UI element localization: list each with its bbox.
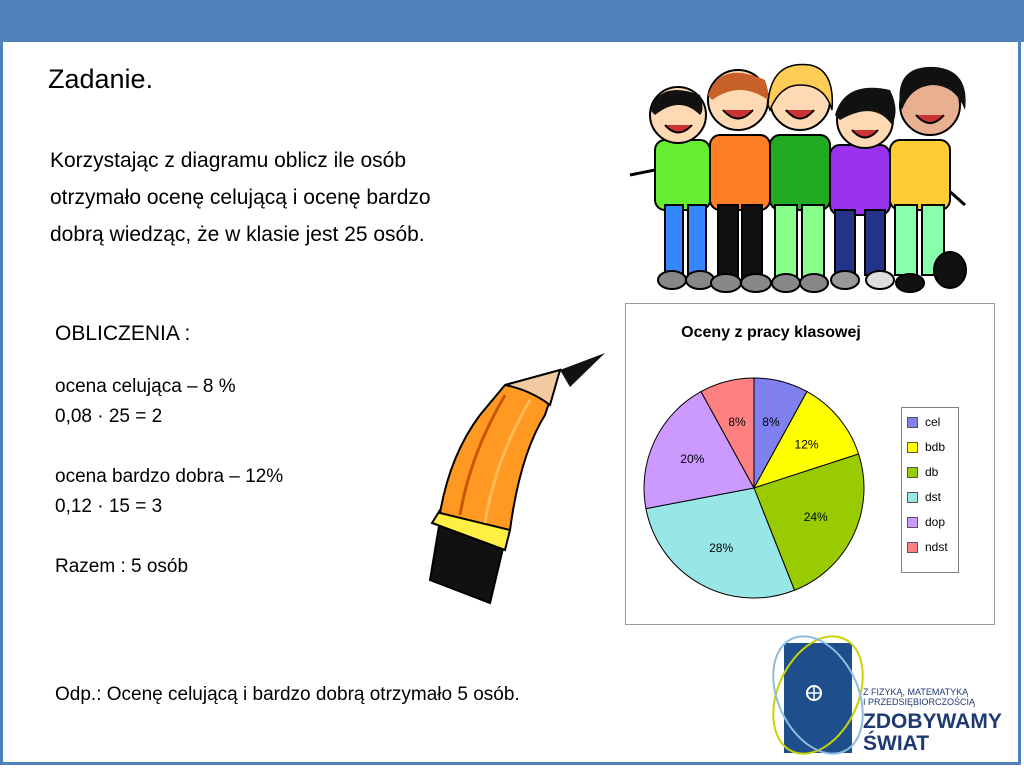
legend-item-cel — [902, 411, 958, 433]
legend-item-dop — [902, 511, 958, 533]
legend-label: bdb — [925, 440, 946, 454]
logo-subtitle-1: Z FIZYKĄ, MATEMATYKĄ — [863, 687, 969, 697]
children-illustration — [620, 55, 990, 300]
data-label-dst: 28% — [709, 540, 734, 555]
legend-label: cel — [925, 415, 941, 429]
logo-title-1: ZDOBYWAMY — [863, 710, 1002, 733]
legend-swatch — [907, 492, 918, 503]
task-line: dobrą wiedząc, że w klasie jest 25 osób. — [50, 223, 425, 246]
legend-label: dop — [925, 515, 946, 529]
chart-legend — [901, 407, 959, 573]
task-line: otrzymało ocenę celującą i ocenę bardzo — [50, 186, 431, 209]
legend-label: ndst — [925, 540, 948, 554]
calc-line: 0,12 · 15 = 3 — [55, 496, 163, 517]
legend-swatch — [907, 467, 918, 478]
calculations — [55, 372, 283, 582]
calc-line: Razem : 5 osób — [55, 556, 189, 577]
legend-swatch — [907, 542, 918, 553]
data-label-ndst: 8% — [728, 414, 746, 429]
data-label-db: 24% — [803, 510, 828, 525]
legend-item-bdb — [902, 436, 958, 458]
calc-line: 0,08 · 25 = 2 — [55, 406, 163, 427]
legend-label: dst — [925, 490, 942, 504]
logo-title-2: ŚWIAT — [863, 732, 930, 755]
logo-subtitle-2: I PRZEDSIĘBIORCZOŚCIĄ — [863, 697, 976, 707]
pencil-illustration — [410, 345, 610, 620]
calculations-heading: OBLICZENIA : — [55, 322, 191, 345]
calc-line — [55, 432, 283, 462]
data-label-bdb: 12% — [794, 437, 819, 452]
project-logo — [770, 625, 1024, 765]
task-text — [50, 142, 550, 253]
legend-swatch — [907, 417, 918, 428]
legend-label: db — [925, 465, 939, 479]
answer-text: Odp.: Ocenę celującą i bardzo dobrą otrzymało 5 osób. — [55, 684, 520, 705]
data-label-dop: 20% — [680, 451, 705, 466]
legend-item-db — [902, 461, 958, 483]
data-label-cel: 8% — [762, 414, 780, 429]
pie-chart — [625, 303, 995, 625]
task-line: Korzystając z diagramu oblicz ile osób — [50, 149, 406, 172]
slide-title: Zadanie. — [48, 64, 154, 94]
legend-item-ndst — [902, 536, 958, 558]
legend-swatch — [907, 517, 918, 528]
calc-line: ocena bardzo dobra – 12% — [55, 466, 284, 487]
legend-item-dst — [902, 486, 958, 508]
legend-swatch — [907, 442, 918, 453]
calc-line: ocena celująca – 8 % — [55, 376, 236, 397]
calc-line — [55, 522, 283, 552]
slide-top-bar — [0, 0, 1024, 42]
chart-title: Oceny z pracy klasowej — [681, 324, 861, 341]
